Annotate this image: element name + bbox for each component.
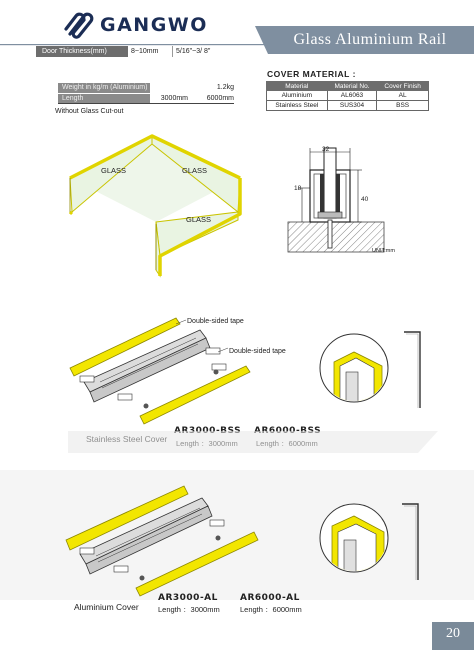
table-header: Material No. bbox=[327, 82, 377, 91]
stainless-exploded-drawing bbox=[60, 310, 260, 430]
spec-table bbox=[58, 83, 234, 104]
glass-label: GLASS bbox=[101, 166, 127, 175]
spec-label: Weight in kg/m (Aluminium) bbox=[58, 83, 150, 93]
spec-label: Length bbox=[58, 94, 150, 103]
spec-value: 3000mm bbox=[160, 95, 188, 102]
spec-value: 6000mm bbox=[206, 95, 234, 102]
page-number: 20 bbox=[446, 626, 460, 641]
cover-material-table bbox=[266, 81, 429, 111]
spec-value bbox=[150, 83, 190, 93]
aluminium-detail-drawing bbox=[318, 502, 390, 574]
glass-rail-drawing bbox=[60, 130, 250, 280]
dimension-width: 32 bbox=[322, 146, 330, 153]
page-title: Glass Aluminium Rail bbox=[293, 31, 447, 48]
table-row bbox=[267, 101, 429, 111]
door-thickness-label: Door Thickness(mm) bbox=[36, 46, 128, 57]
tape-label: Double-sided tape bbox=[229, 348, 286, 355]
table-cell: AL bbox=[377, 91, 429, 101]
cover-name: Aluminium Cover bbox=[74, 602, 139, 612]
tape-label: Double-sided tape bbox=[187, 318, 244, 325]
table-cell: AL6063 bbox=[327, 91, 377, 101]
dimension-small: 18 bbox=[294, 185, 302, 192]
door-thickness-imperial: 5/16"~3/ 8" bbox=[172, 46, 224, 57]
product-code: AR6000-AL bbox=[240, 593, 300, 603]
spec-note: Without Glass Cut-out bbox=[55, 108, 124, 115]
stainless-detail-drawing bbox=[318, 332, 390, 404]
brand-name: GANGWO bbox=[100, 14, 208, 36]
product-length: Length ：3000mm bbox=[158, 605, 220, 614]
stainless-profile-drawing bbox=[402, 330, 426, 410]
cover-material-colon: : bbox=[352, 69, 356, 79]
spec-row-length bbox=[58, 93, 234, 103]
glass-label: GLASS bbox=[182, 166, 208, 175]
table-row bbox=[267, 91, 429, 101]
table-header-row bbox=[267, 82, 429, 91]
dimension-height: 40 bbox=[361, 196, 369, 203]
spec-divider bbox=[58, 103, 234, 104]
aluminium-profile-drawing bbox=[400, 502, 424, 582]
unit-label: UNIT:mm bbox=[372, 248, 395, 254]
cover-material-title-text: COVER MATERIAL bbox=[267, 69, 350, 79]
table-cell: BSS bbox=[377, 101, 429, 111]
table-header: Cover Finish bbox=[377, 82, 429, 91]
spec-value: 1.2kg bbox=[216, 84, 234, 91]
cover-material-title bbox=[267, 69, 356, 79]
table-cell: Stainless Steel bbox=[267, 101, 328, 111]
table-cell: SUS304 bbox=[327, 101, 377, 111]
stainless-label-band bbox=[68, 431, 438, 453]
product-code: AR3000-AL bbox=[158, 593, 218, 603]
product-length: Length ：6000mm bbox=[240, 605, 302, 614]
table-header: Material bbox=[267, 82, 328, 91]
table-cell: Aluminium bbox=[267, 91, 328, 101]
aluminium-exploded-drawing bbox=[60, 478, 260, 598]
door-thickness-metric: 8~10mm bbox=[131, 48, 159, 55]
spec-row-weight bbox=[58, 83, 234, 93]
glass-label: GLASS bbox=[186, 215, 212, 224]
rail-section-drawing bbox=[280, 140, 390, 260]
